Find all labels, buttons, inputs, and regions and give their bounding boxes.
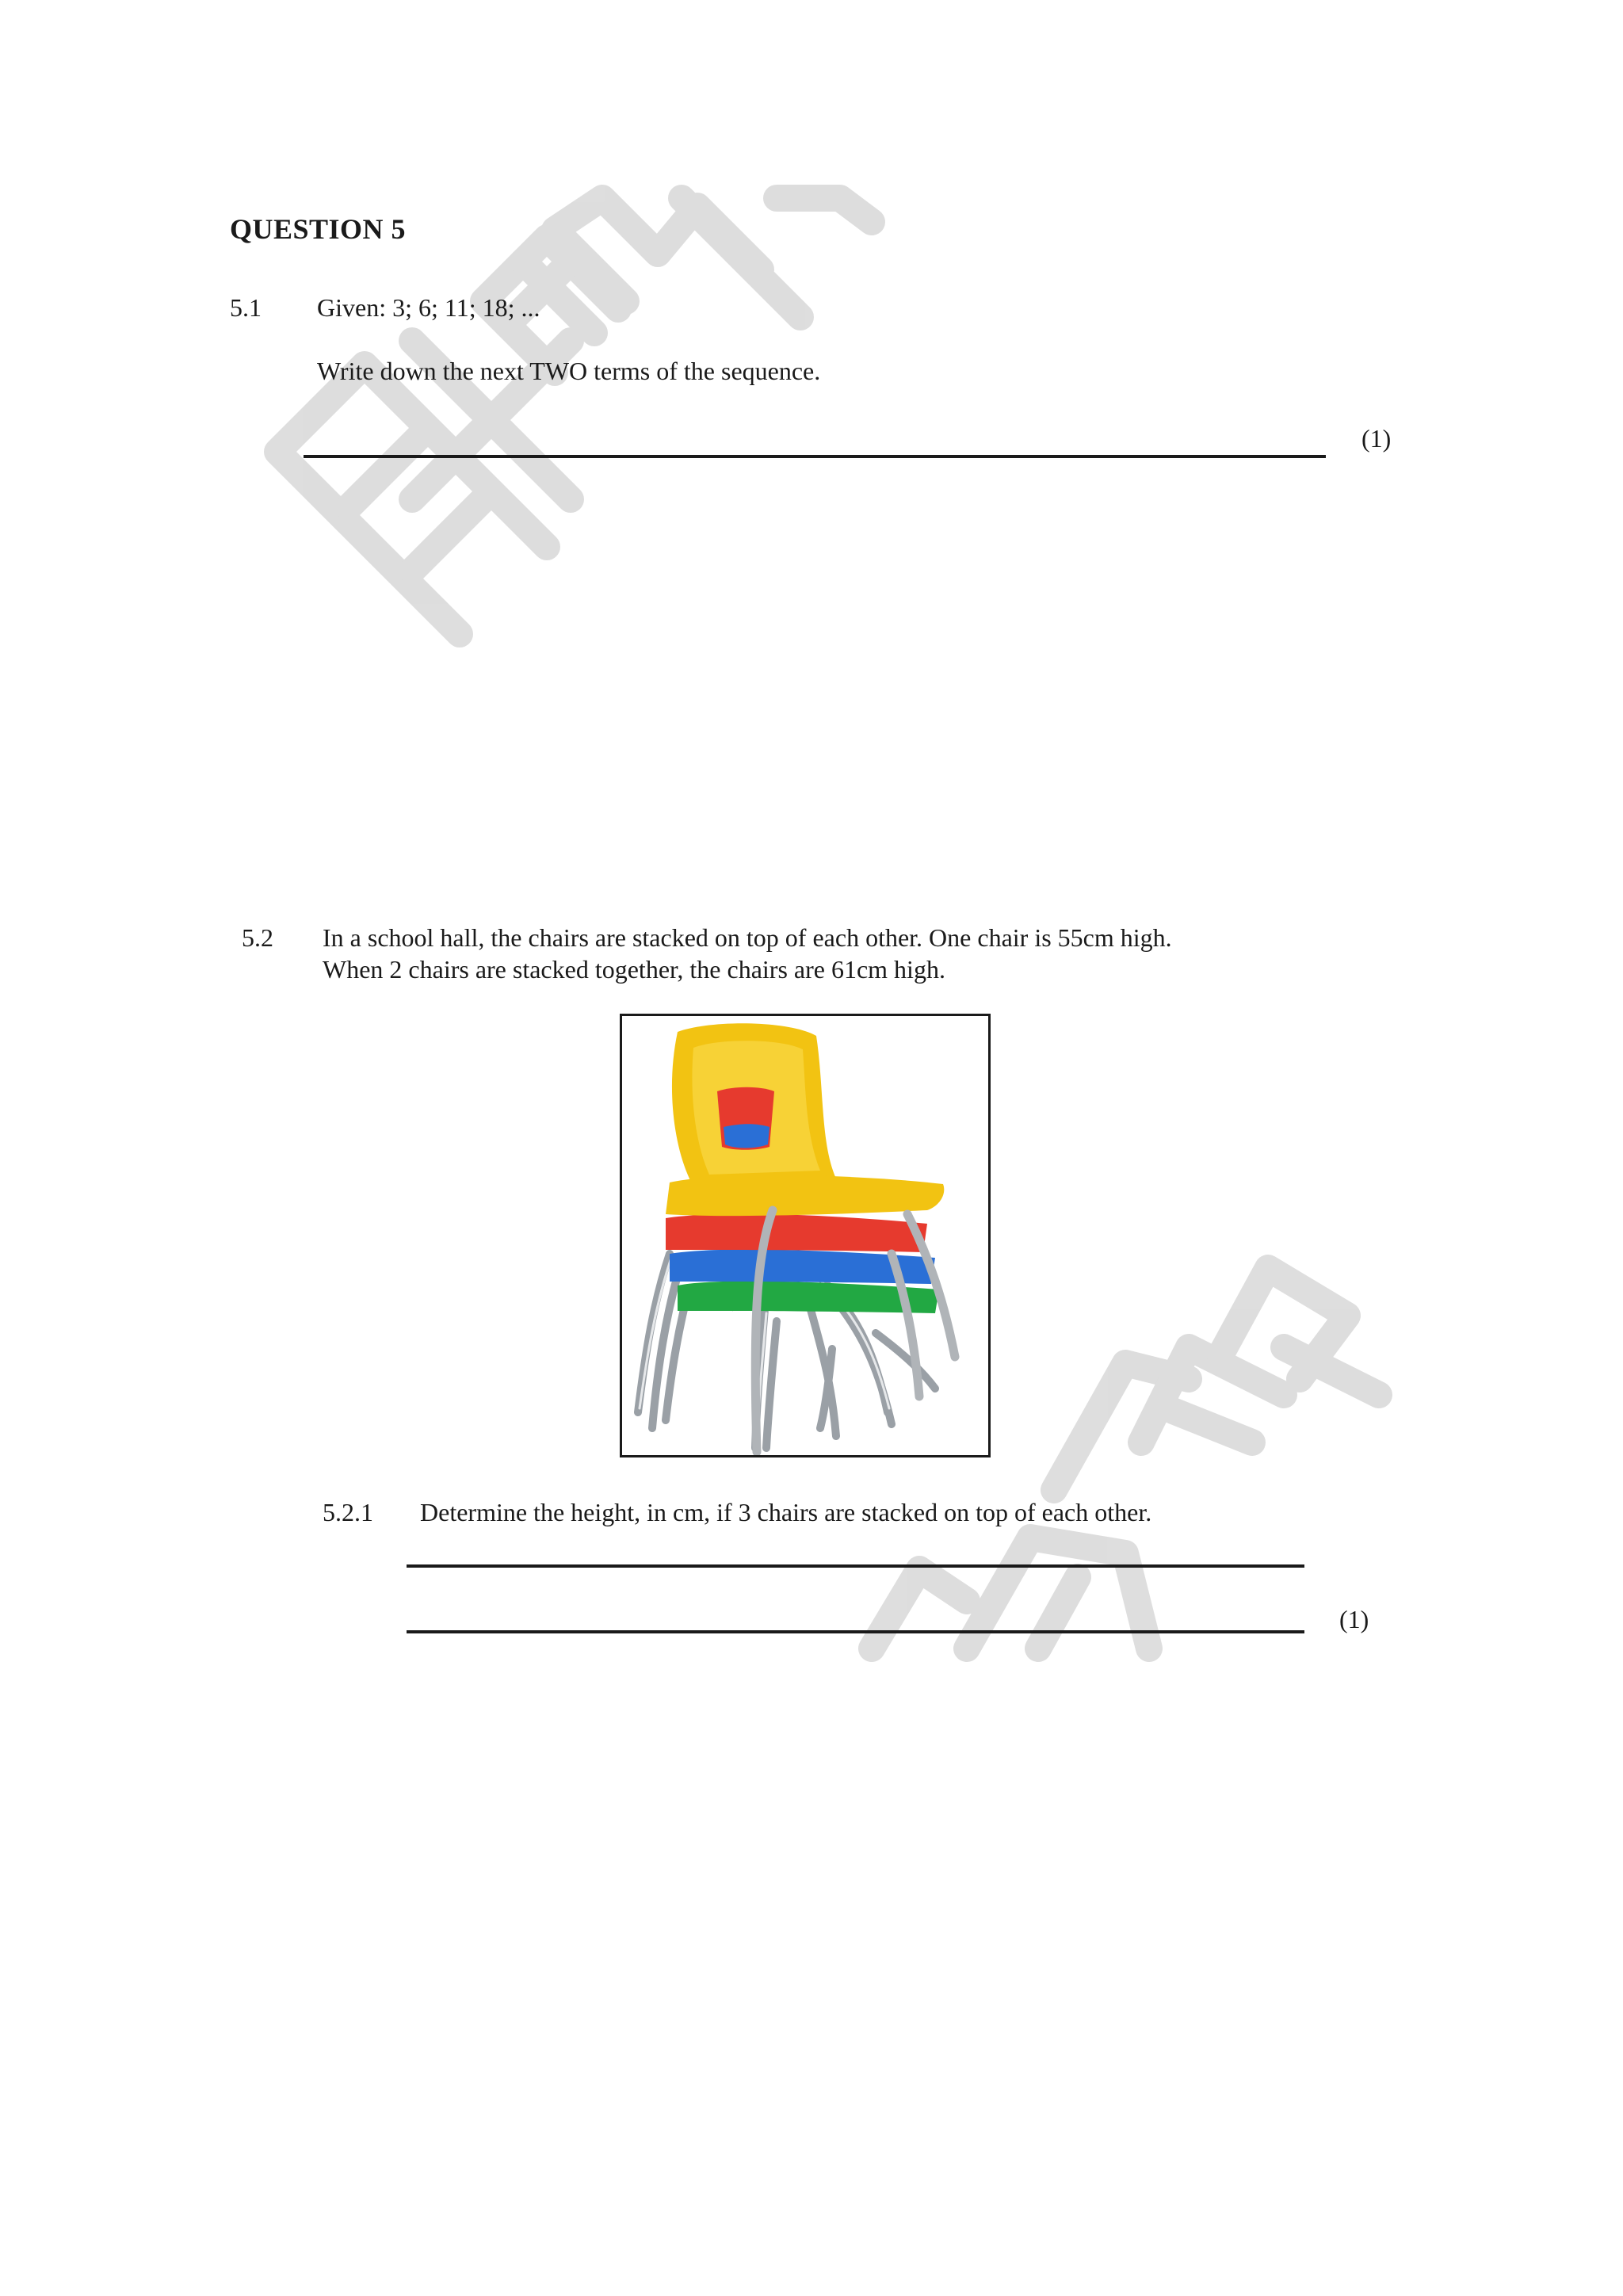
marks-5-2-1: (1)	[1339, 1605, 1369, 1633]
marks-5-1: (1)	[1361, 424, 1392, 453]
stacked-chairs-illustration	[622, 1016, 988, 1455]
question-5-2-line2: When 2 chairs are stacked together, the chairs are 61cm high.	[323, 955, 945, 984]
question-5-2-1-number: 5.2.1	[323, 1498, 373, 1526]
answer-line-5-2-1-b[interactable]	[407, 1630, 1304, 1633]
question-5-2-line1: In a school hall, the chairs are stacked on top of each other. One chair is 55cm high.	[323, 923, 1172, 952]
question-title: QUESTION 5	[230, 213, 407, 245]
question-5-2-1-text: Determine the height, in cm, if 3 chairs are stacked on top of each other.	[420, 1498, 1152, 1526]
answer-line-5-2-1-a[interactable]	[407, 1564, 1304, 1568]
stacked-chairs-image	[620, 1014, 991, 1457]
question-5-1-number: 5.1	[230, 293, 262, 322]
question-5-1-given: Given: 3; 6; 11; 18; ...	[317, 293, 540, 322]
question-5-1-instruction: Write down the next TWO terms of the sequence.	[317, 357, 821, 385]
answer-line-5-1[interactable]	[304, 455, 1326, 458]
question-5-2-number: 5.2	[242, 923, 273, 952]
